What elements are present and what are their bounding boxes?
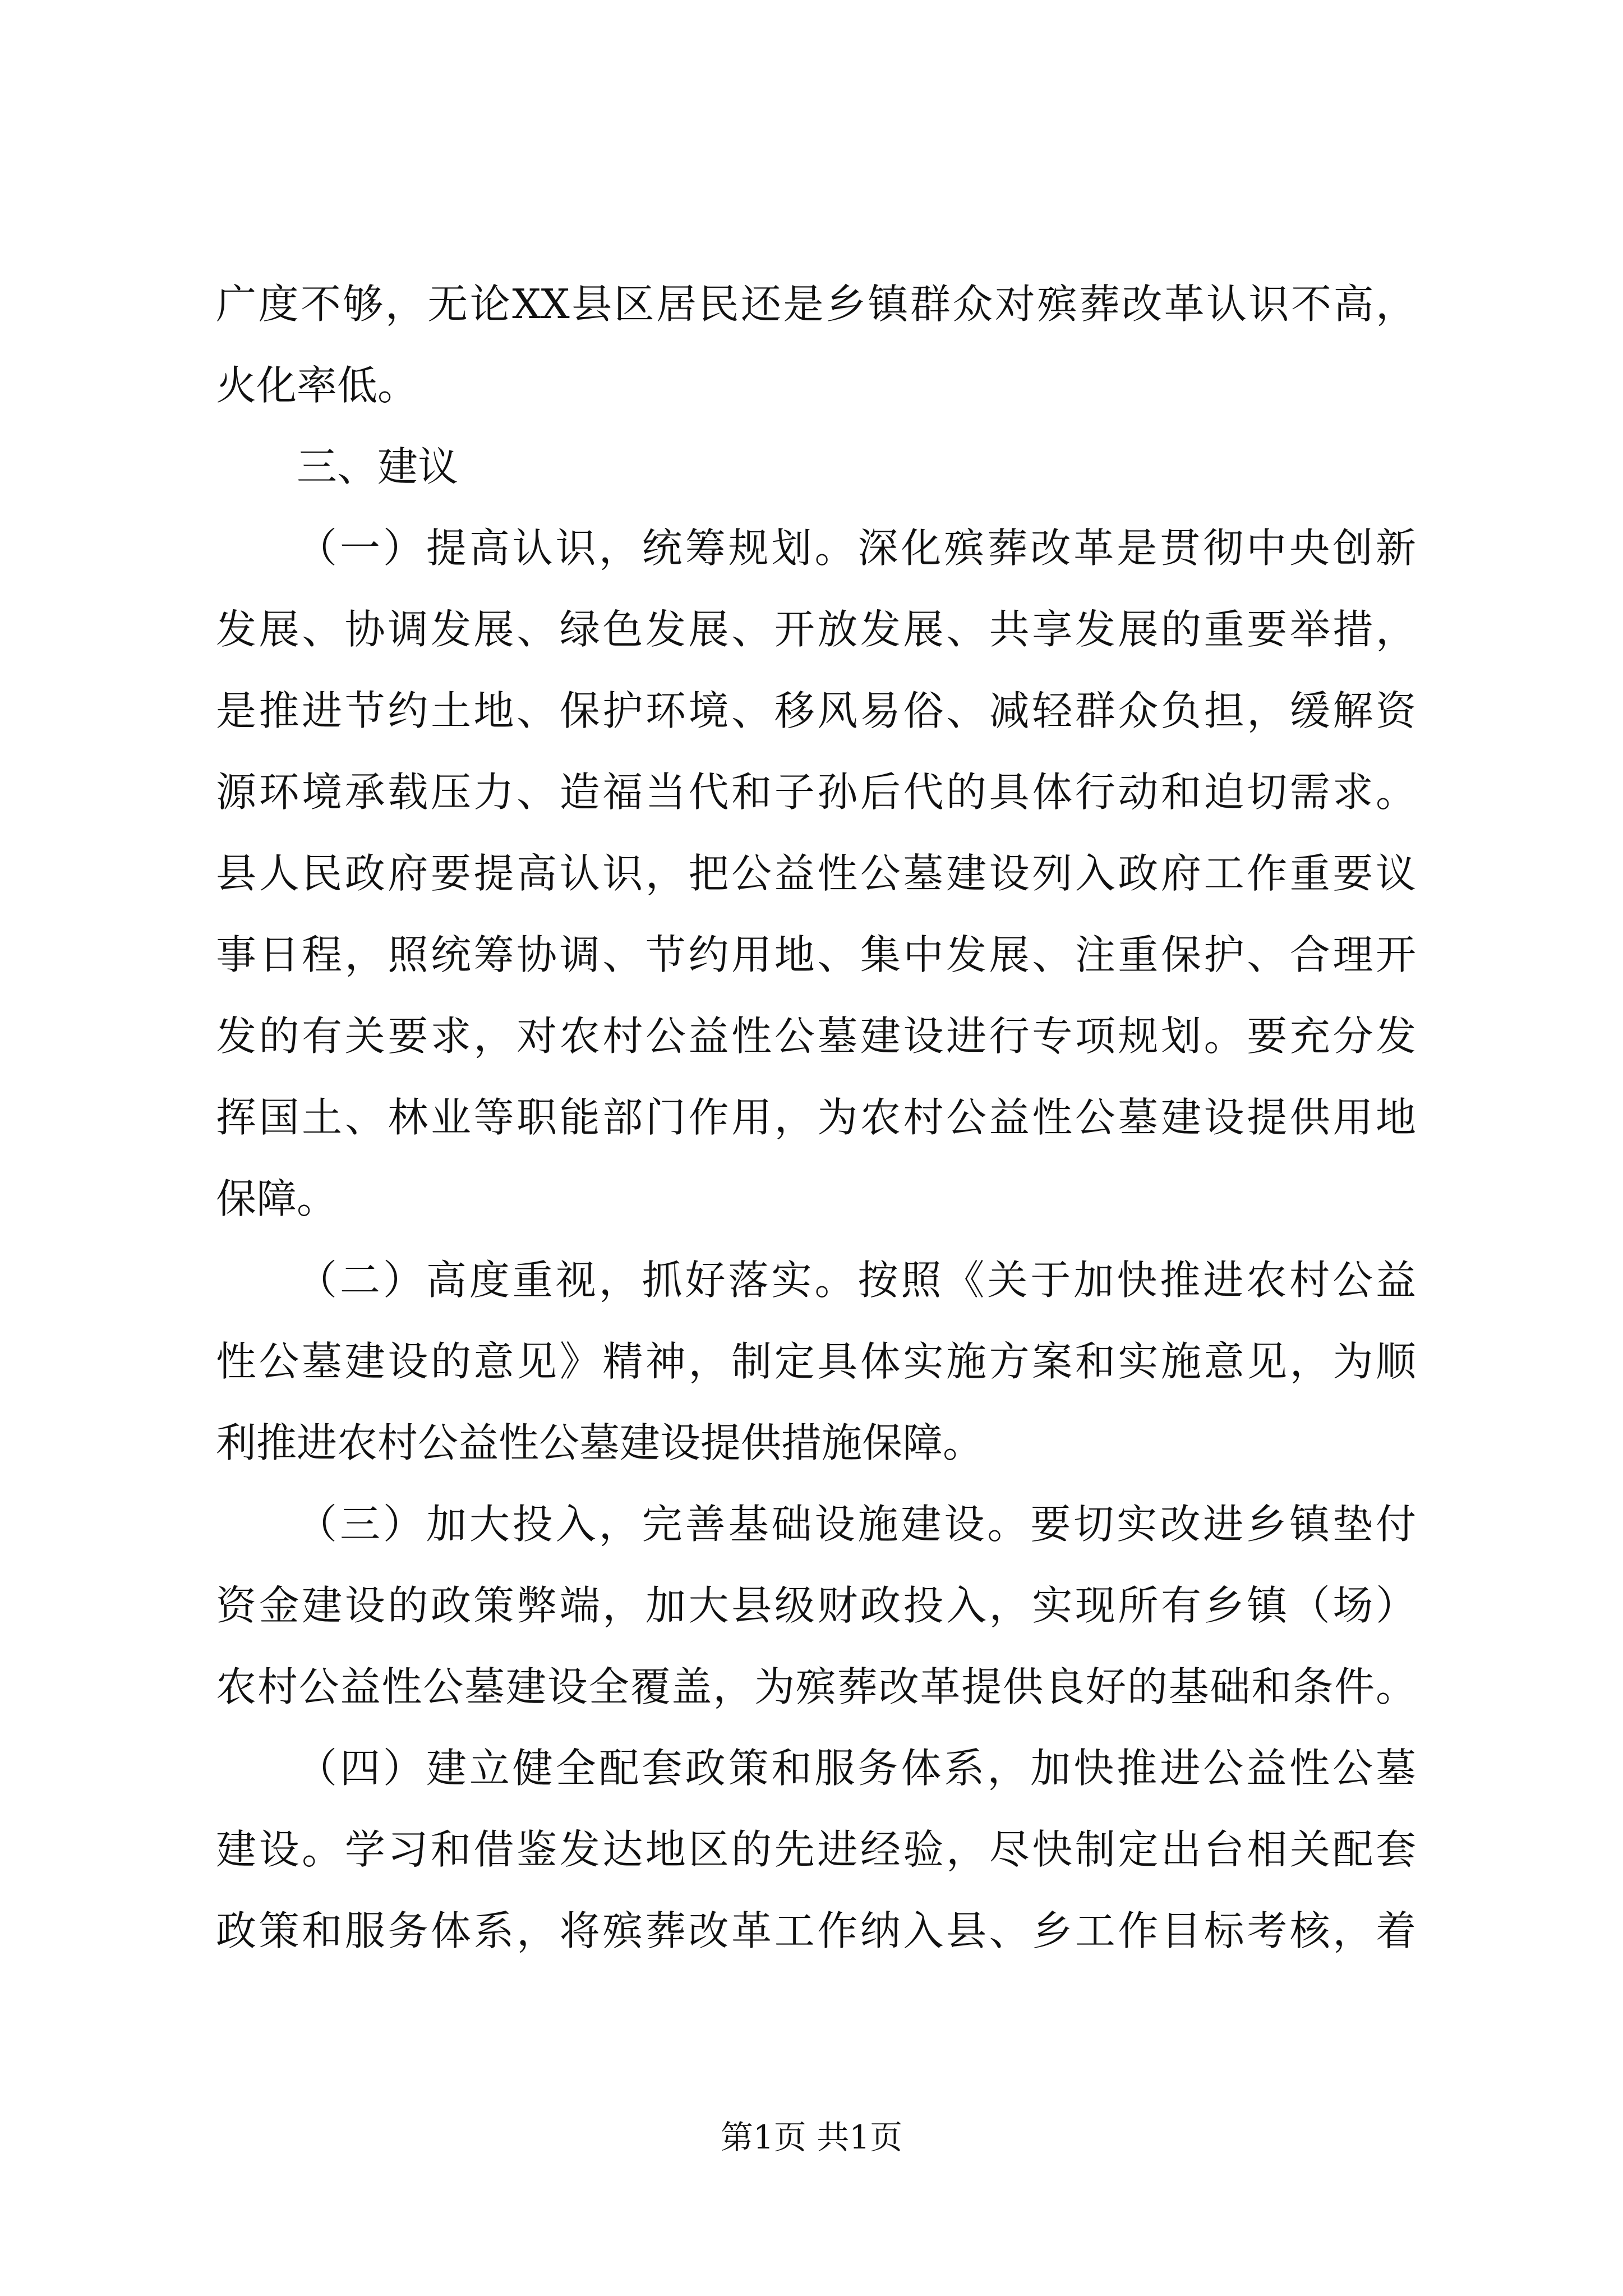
text-line: 利推进农村公益性公墓建设提供措施保障。 [216, 1419, 984, 1466]
paragraph-first-line: （三）加大投入，完善基础设施建设。要切实改进乡镇垫付 [297, 1501, 1416, 1548]
paragraph-first-line: （一）提高认识，统筹规划。深化殡葬改革是贯彻中央创新 [297, 524, 1416, 572]
text-line: 是推进节约土地、保护环境、移风易俗、减轻群众负担，缓解资 [216, 687, 1416, 734]
page-footer [0, 2115, 1623, 2160]
text-line: 源环境承载压力、造福当代和子孙后代的具体行动和迫切需求。 [216, 769, 1416, 816]
text-line: 发展、协调发展、绿色发展、开放发展、共享发展的重要举措， [216, 606, 1416, 653]
text-line: 性公墓建设的意见》精神，制定具体实施方案和实施意见，为顺 [216, 1338, 1416, 1385]
text-line: 政策和服务体系，将殡葬改革工作纳入县、乡工作目标考核，着 [216, 1907, 1416, 1954]
paragraph-first-line: （二）高度重视，抓好落实。按照《关于加快推进农村公益 [297, 1257, 1416, 1304]
text-line: 挥国土、林业等职能部门作用，为农村公益性公墓建设提供用地 [216, 1094, 1416, 1141]
text-line: 农村公益性公墓建设全覆盖，为殡葬改革提供良好的基础和条件。 [216, 1663, 1416, 1710]
text-line: 保障。 [216, 1175, 338, 1222]
text-line: 建设。学习和借鉴发达地区的先进经验，尽快制定出台相关配套 [216, 1826, 1416, 1873]
text-line: 事日程，照统筹协调、节约用地、集中发展、注重保护、合理开 [216, 931, 1416, 978]
page-number-label: 第1页 共1页 [720, 2118, 903, 2156]
document-body [216, 264, 1416, 1972]
text-line: 资金建设的政策弊端，加大县级财政投入，实现所有乡镇（场） [216, 1582, 1416, 1629]
text-line: 火化率低。 [216, 362, 418, 409]
text-line: 广度不够，无论XX县区居民还是乡镇群众对殡葬改革认识不高， [216, 280, 1416, 328]
text-line: 县人民政府要提高认识，把公益性公墓建设列入政府工作重要议 [216, 850, 1416, 897]
text-line: 发的有关要求，对农村公益性公墓建设进行专项规划。要充分发 [216, 1013, 1416, 1060]
paragraph-first-line: （四）建立健全配套政策和服务体系，加快推进公益性公墓 [297, 1745, 1416, 1792]
section-heading: 三、建议 [297, 443, 459, 490]
